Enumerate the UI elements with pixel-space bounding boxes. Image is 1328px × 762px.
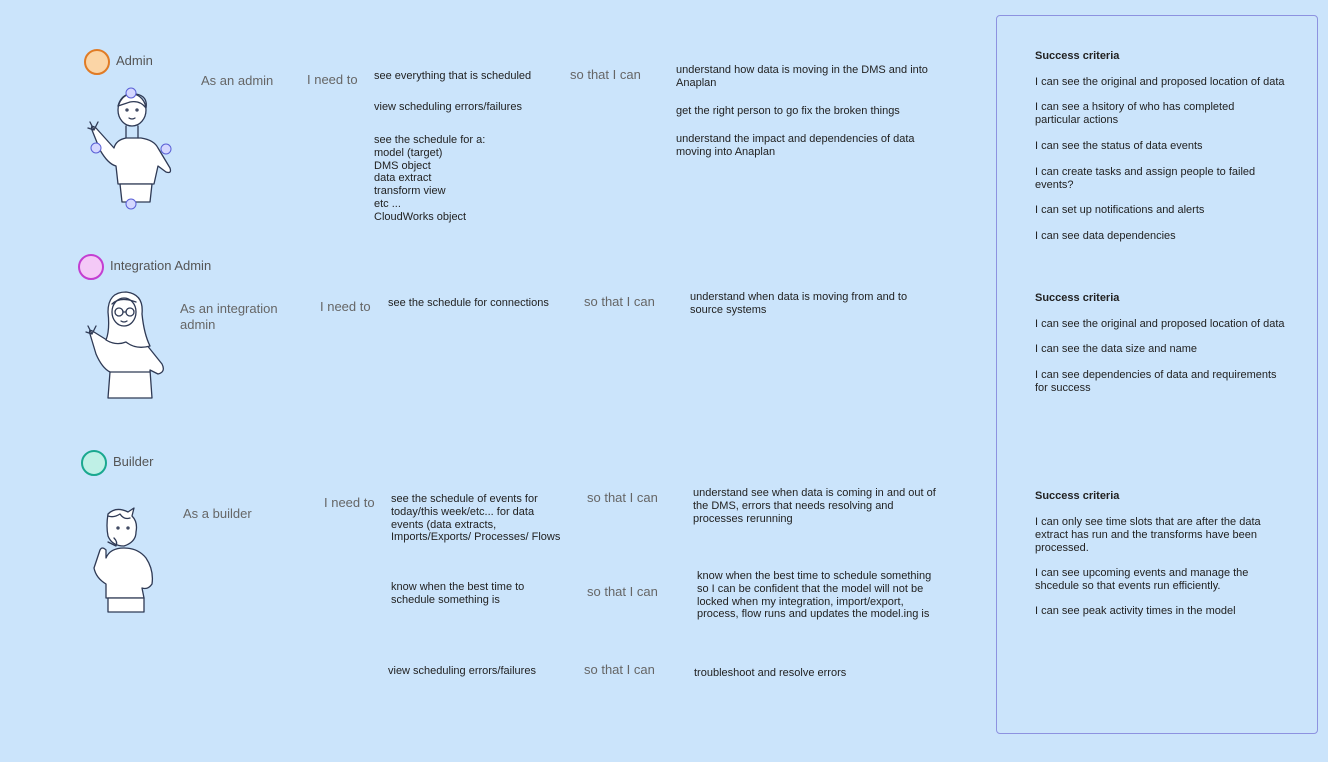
integration-admin-need-label: I need to (320, 299, 371, 314)
admin-persona-dot (84, 49, 110, 75)
integration-admin-persona-dot (78, 254, 104, 280)
builder-so-label-2: so that I can (587, 584, 658, 599)
success-criteria-1-item-4: I can create tasks and assign people to failed events? (1035, 166, 1256, 191)
admin-need-3: see the schedule for a: model (target) DMS object data extract transform view etc ... CloudWorks object (374, 134, 486, 223)
success-criteria-title-2: Success criteria (1035, 292, 1120, 304)
builder-figure (86, 506, 166, 616)
admin-so-label: so that I can (570, 67, 641, 82)
builder-need-label: I need to (324, 495, 375, 510)
success-criteria-1-item-6: I can see data dependencies (1035, 230, 1176, 242)
builder-need-1: see the schedule of events for today/this week/etc... for data events (data extracts, Imports/Exports/ Processes/ Flows (391, 493, 561, 544)
admin-story-label: As an admin (201, 73, 274, 88)
builder-outcome-1: understand see when data is coming in and out of the DMS, errors that needs resolving and processes rerunning (693, 487, 936, 525)
builder-outcome-2: know when the best time to schedule something so I can be confident that the model will not be locked when my integration, import/export, process, flow runs and updates the model.ing is (697, 570, 932, 621)
builder-so-label-3: so that I can (584, 662, 655, 677)
builder-so-label-1: so that I can (587, 490, 658, 505)
success-criteria-title-1: Success criteria (1035, 50, 1120, 62)
builder-persona-dot (81, 450, 107, 476)
admin-figure (86, 88, 186, 208)
admin-persona-name: Admin (116, 53, 153, 68)
success-criteria-2-item-1: I can see the original and proposed location of data (1035, 318, 1285, 330)
success-criteria-2-item-3: I can see dependencies of data and requirements for success (1035, 369, 1277, 394)
integration-admin-figure (80, 290, 170, 402)
success-criteria-3-item-2: I can see upcoming events and manage the shcedule so that events run efficiently. (1035, 567, 1249, 592)
success-criteria-1-item-5: I can set up notifications and alerts (1035, 204, 1205, 216)
builder-story-label: As a builder (183, 506, 252, 521)
admin-need-1: see everything that is scheduled (374, 70, 532, 82)
builder-need-2: know when the best time to schedule something is (391, 581, 525, 606)
success-criteria-1-item-2: I can see a hsitory of who has completed particular actions (1035, 101, 1235, 126)
admin-need-label: I need to (307, 72, 358, 87)
success-criteria-3-item-3: I can see peak activity times in the model (1035, 605, 1236, 617)
success-criteria-title-3: Success criteria (1035, 490, 1120, 502)
admin-outcome-3: understand the impact and dependencies of data moving into Anaplan (676, 133, 915, 158)
builder-outcome-3: troubleshoot and resolve errors (694, 667, 847, 679)
admin-outcome-2: get the right person to go fix the broken things (676, 105, 900, 117)
success-criteria-1-item-1: I can see the original and proposed location of data (1035, 76, 1285, 88)
admin-need-2: view scheduling errors/failures (374, 101, 522, 113)
integration-admin-so-label: so that I can (584, 294, 655, 309)
success-criteria-2-item-2: I can see the data size and name (1035, 343, 1198, 355)
success-criteria-1-item-3: I can see the status of data events (1035, 140, 1203, 152)
success-criteria-3-item-1: I can only see time slots that are after the data extract has run and the transforms have been processed. (1035, 516, 1261, 554)
builder-need-3: view scheduling errors/failures (388, 665, 536, 677)
integration-admin-story-label: As an integration admin (180, 301, 278, 332)
builder-persona-name: Builder (113, 454, 154, 469)
integration-admin-need-1: see the schedule for connections (388, 297, 549, 309)
integration-admin-persona-name: Integration Admin (110, 258, 212, 273)
admin-outcome-1: understand how data is moving in the DMS and into Anaplan (676, 64, 928, 89)
integration-admin-outcome-1: understand when data is moving from and to source systems (690, 291, 908, 316)
